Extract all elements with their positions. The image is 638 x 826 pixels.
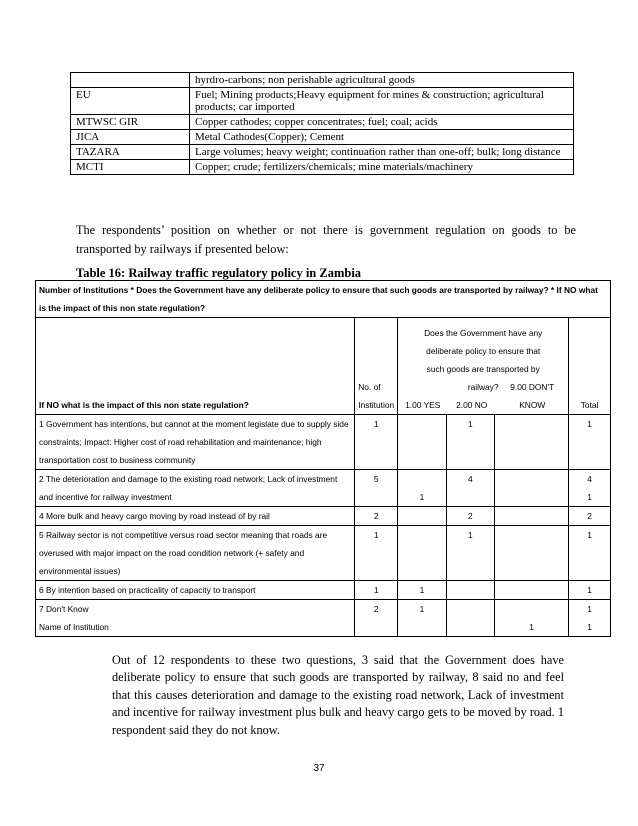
dont-know-count [494,507,568,526]
row-label: 5 Railway sector is not competitive versus road sector meaning that roads are overused with major impact on the road condition network (+ safety and environmental issues) [36,526,355,581]
row-label [36,600,355,637]
total-count: 1 [569,526,611,581]
yes-count [398,470,446,507]
institution-cell: MCTI [71,160,190,175]
no-count: 4 [446,470,494,507]
total-count-sub: 1 [587,492,592,502]
goods-cell: Copper cathodes; copper concentrates; fuel; coal; acids [190,115,574,130]
page-number: 37 [313,763,325,774]
yes-count [398,415,446,470]
header-row [36,318,611,415]
intro-paragraph: The respondents’ position on whether or not there is government regulation on goods to be transported by railways if presented below: [76,223,576,256]
goods-cell: Fuel; Mining products;Heavy equipment for mines & construction; agricultural products; car imported [190,88,574,115]
dont-know-count-sub: 1 [529,622,534,632]
row-label: 6 By intention based on practicality of capacity to transport [36,581,355,600]
total-header: Total [569,318,611,415]
institution-cell: JICA [71,130,190,145]
dont-know-count [494,526,568,581]
table-row [71,73,574,88]
institution-count: 1 [355,526,398,581]
table-row [71,88,574,115]
institution-count: 5 [355,470,398,507]
table-row [71,115,574,130]
no-count [446,581,494,600]
dont-know-count-main [498,600,565,618]
yes-count [398,526,446,581]
institution-count: 1 [355,415,398,470]
goods-cell: Metal Cathodes(Copper); Cement [190,130,574,145]
dont-know-line1: 9.00 DON'T [510,382,555,392]
total-count-sub: 1 [587,622,592,632]
table-row [36,470,611,507]
no-count: 2 [446,507,494,526]
yes-count [398,507,446,526]
institution-count: 2 [355,600,398,637]
yes-header: 1.00 YES [405,400,441,410]
dont-know-header [496,378,568,414]
institution-goods-table [70,72,574,175]
table-row [71,130,574,145]
goods-cell: Copper; crude; fertilizers/chemicals; mine materials/machinery [190,160,574,175]
goods-cell: hyrdro-carbons; non perishable agricultural goods [190,73,574,88]
institution-cell: TAZARA [71,145,190,160]
total-count-main: 4 [587,474,592,484]
dont-know-line2: KNOW [519,400,546,410]
table-row [36,507,611,526]
institution-cell: EU [71,88,190,115]
dont-know-count [494,600,568,637]
table-row [71,160,574,175]
total-count: 2 [569,507,611,526]
yes-count-sub: 1 [419,492,425,502]
total-count: 1 [569,581,611,600]
row-label: 1 Government has intentions, but cannot at the moment legislate due to supply side constraints; Impact: Higher cost of road rehabilitation and maintenance; high transportation cost to business community [36,415,355,470]
institution-cell [71,73,190,88]
yes-count: 1 [398,600,446,637]
row-label: 4 More bulk and heavy cargo moving by road instead of by rail [36,507,355,526]
no-count: 1 [446,526,494,581]
summary-paragraph: Out of 12 respondents to these two questions, 3 said that the Government does have deliberate policy to ensure that such goods are transported by railway, 8 said no and feel that this causes deterioration and damage to the existing road network, Lack of investment and incentive for railway investment plus bulk and heavy cargo gets to be moved by road. 1 respondent said they do not know. [112,653,564,737]
no-count [446,600,494,637]
dont-know-count [494,415,568,470]
institution-count: 1 [355,581,398,600]
no-header: 2.00 NO [456,400,488,410]
no-of-label: No. of [358,382,381,392]
table-row [36,600,611,637]
regulatory-policy-table [35,280,611,637]
total-count-main: 1 [587,604,592,614]
group-header-text: Does the Government have any deliberate policy to ensure that such goods are transported by railway? [424,328,543,392]
total-count [569,470,611,507]
institution-cell: MTWSC GIR [71,115,190,130]
table-row [36,526,611,581]
institution-count: 2 [355,507,398,526]
yes-count: 1 [398,581,446,600]
table-title: Number of Institutions * Does the Government have any deliberate policy to ensure that such goods are transported by railway? * If NO what is the impact of this non state regulation? [36,281,611,318]
goods-cell: Large volumes; heavy weight; continuation rather than one-off; bulk; long distance [190,145,574,160]
yes-count-main [401,470,442,488]
no-of-institution-header [355,318,398,415]
table-row [71,145,574,160]
row-label-line: Name of Institution [39,622,109,632]
row-header: If NO what is the impact of this non state regulation? [36,318,355,415]
table-row [36,581,611,600]
row-label-line: 7 Don't Know [39,604,89,614]
table-row [36,415,611,470]
policy-group-header [398,318,569,415]
total-count: 1 [569,415,611,470]
dont-know-count [494,581,568,600]
dont-know-count [494,470,568,507]
table-title-row [36,281,611,318]
total-count [569,600,611,637]
row-label: 2 The deterioration and damage to the existing road network; Lack of investment and incentive for railway investment [36,470,355,507]
institution-label: Institution [358,400,395,410]
no-count: 1 [446,415,494,470]
table-caption: Table 16: Railway traffic regulatory policy in Zambia [76,266,362,280]
